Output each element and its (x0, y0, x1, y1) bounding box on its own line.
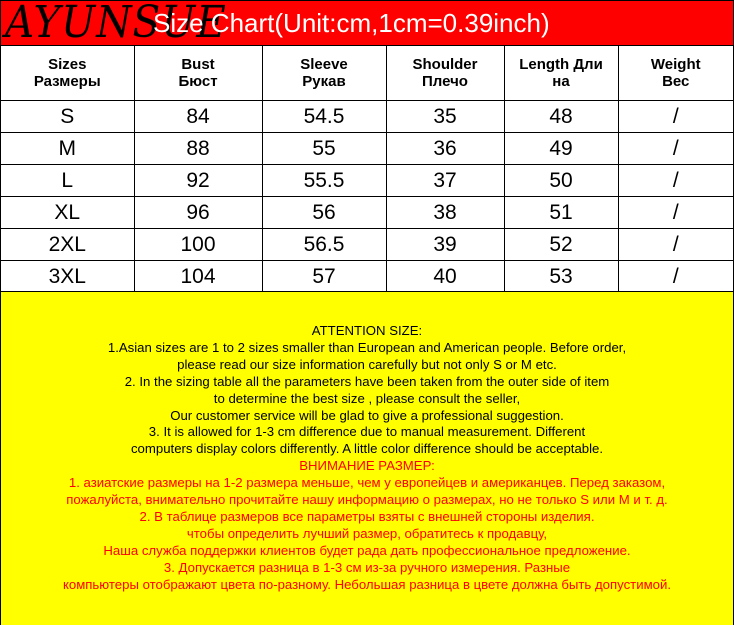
note-line-ru: чтобы определить лучший размер, обратитесь к продавцу, (186, 525, 548, 541)
cell-length: 49 (504, 133, 618, 165)
note-line-en: ATTENTION SIZE: (311, 323, 423, 338)
cell-weight: / (618, 133, 733, 165)
note-line-ru: 3. Допускается разница в 1-3 см из-за ручного измерения. Разные (163, 559, 571, 575)
cell-shoulder: 39 (386, 229, 504, 261)
cell-sleeve: 57 (262, 261, 386, 293)
col-header-weight: Weight Вес (618, 46, 733, 101)
note-line-ru: компьютеры отображают цвета по-разному. Небольшая разница в цвете должна быть допустимой. (62, 576, 672, 592)
header-row (1, 46, 733, 101)
cell-size: S (1, 101, 134, 133)
note-line-en: 1.Asian sizes are 1 to 2 sizes smaller than European and American people. Before order, (107, 339, 627, 355)
note-line-en: computers display colors differently. A little color difference should be acceptable. (130, 441, 604, 457)
cell-weight: / (618, 229, 733, 261)
cell-sleeve: 55 (262, 133, 386, 165)
col-header-bust: Bust Бюст (134, 46, 262, 101)
note-line-en: 3. It is allowed for 1-3 cm difference due to manual measurement. Different (148, 424, 586, 440)
table-row (1, 165, 733, 197)
chart-title: Size Chart(Unit:cm,1cm=0.39inch) (153, 8, 550, 38)
notes-text (1, 323, 733, 594)
cell-sleeve: 56.5 (262, 229, 386, 261)
cell-size: L (1, 165, 134, 197)
cell-shoulder: 37 (386, 165, 504, 197)
cell-bust: 88 (134, 133, 262, 165)
cell-length: 52 (504, 229, 618, 261)
cell-bust: 104 (134, 261, 262, 293)
table-row (1, 133, 733, 165)
cell-size: 3XL (1, 261, 134, 293)
cell-sleeve: 55.5 (262, 165, 386, 197)
note-line-en: to determine the best size , please consult the seller, (213, 390, 521, 406)
cell-weight: / (618, 261, 733, 293)
note-line-ru: ВНИМАНИЕ РАЗМЕР: (299, 458, 435, 474)
col-header-length: Length Дли на (504, 46, 618, 101)
note-line-ru: Наша служба поддержки клиентов будет рада дать профессиональное предложение. (103, 542, 631, 558)
note-line-ru: 1. азиатские размеры на 1-2 размера меньше, чем у европейцев и американцев. Перед заказом, (68, 475, 666, 491)
cell-shoulder: 35 (386, 101, 504, 133)
cell-bust: 92 (134, 165, 262, 197)
header-band (1, 1, 733, 46)
note-line-en: Our customer service will be glad to give a professional suggestion. (170, 407, 564, 423)
cell-weight: / (618, 165, 733, 197)
cell-weight: / (618, 197, 733, 229)
col-header-shoulder: Shoulder Плечо (386, 46, 504, 101)
col-header-sizes: Sizes Размеры (1, 46, 134, 101)
cell-bust: 100 (134, 229, 262, 261)
cell-length: 50 (504, 165, 618, 197)
note-line-ru: 2. В таблице размеров все параметры взяты с внешней стороны изделия. (139, 508, 595, 524)
cell-length: 53 (504, 261, 618, 293)
cell-bust: 84 (134, 101, 262, 133)
table-row (1, 261, 733, 293)
cell-length: 51 (504, 197, 618, 229)
table-row (1, 197, 733, 229)
table-row (1, 101, 733, 133)
cell-size: XL (1, 197, 134, 229)
cell-sleeve: 54.5 (262, 101, 386, 133)
cell-size: 2XL (1, 229, 134, 261)
brand-logo: AYUNSUE (5, 0, 227, 48)
size-table (1, 46, 733, 293)
cell-weight: / (618, 101, 733, 133)
cell-length: 48 (504, 101, 618, 133)
cell-shoulder: 36 (386, 133, 504, 165)
note-line-en: please read our size information carefully but not only S or M etc. (177, 356, 557, 372)
cell-shoulder: 38 (386, 197, 504, 229)
note-line-en: 2. In the sizing table all the parameters have been taken from the outer side of item (124, 373, 610, 389)
cell-shoulder: 40 (386, 261, 504, 293)
notes-panel (1, 291, 733, 625)
note-line-ru: пожалуйста, внимательно прочитайте нашу информацию о размерах, но не только S или M и т. д. (66, 492, 668, 508)
col-header-sleeve: Sleeve Рукав (262, 46, 386, 101)
cell-sleeve: 56 (262, 197, 386, 229)
cell-size: M (1, 133, 134, 165)
table-row (1, 229, 733, 261)
cell-bust: 96 (134, 197, 262, 229)
